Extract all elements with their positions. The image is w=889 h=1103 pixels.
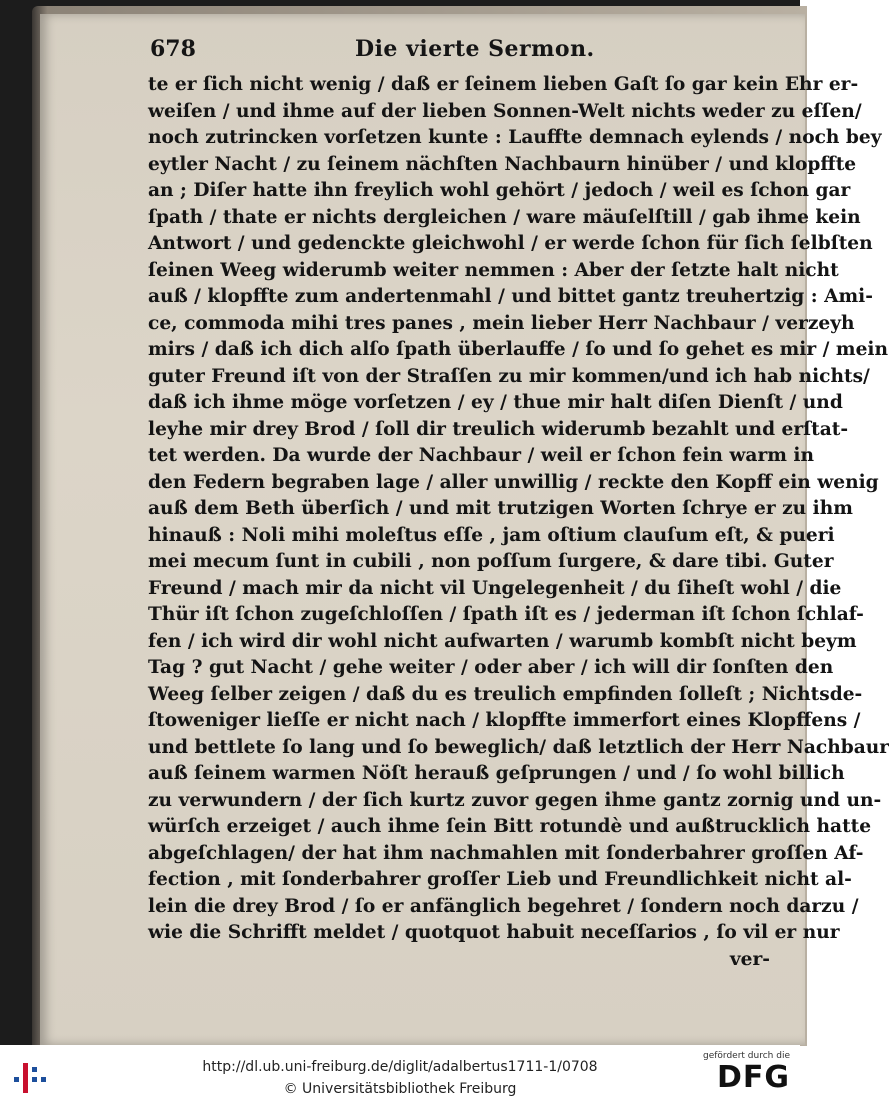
text-line: hinauß : Noli mihi moleſtus eſſe , jam oſtium clauſum eſt, & pueri — [148, 524, 835, 546]
text-line: Weeg ſelber zeigen / daß du es treulich empfinden ſolleſt ; Nichtsde- — [148, 683, 863, 705]
viewer-footer — [0, 1045, 800, 1103]
text-line: Tag ? gut Nacht / gehe weiter / oder aber / ich will dir ſonſten den — [148, 657, 834, 678]
text-line: wie die Schrifft meldet / quotquot habuit neceſſarios , ſo vil er nur — [148, 922, 840, 943]
text-line: ſtoweniger lieſſe er nicht nach / klopffte immerfort eines Klopffens / — [148, 710, 861, 731]
text-line: tet werden. Da wurde der Nachbaur / weil er ſchon fein warm in — [148, 445, 814, 466]
catchword: ver- — [729, 948, 770, 970]
text-line: guter Freund iſt von der Straſſen zu mir kommen/und ich hab nichts/ — [148, 365, 870, 387]
page-header — [150, 36, 770, 66]
running-head: Die vierte Sermon. — [355, 36, 595, 62]
text-line: an ; Diſer hatte ihn freylich wohl gehört / jedoch / weil es ſchon gar — [148, 180, 851, 201]
text-line: noch zutrincken vorſetzen kunte : Lauffte demnach eylends / noch bey — [148, 127, 882, 148]
text-line: fen / ich wird dir wohl nicht aufwarten / warumb kombſt nicht beym — [148, 630, 857, 652]
text-line: den Federn begraben lage / aller unwillig / reckte den Kopff ein wenig — [148, 471, 879, 493]
text-line: mei mecum ſunt in cubili , non poſſum ſurgere, & dare tibi. Guter — [148, 551, 834, 572]
text-line: weiſen / und ihme auf der lieben Sonnen-Welt nichts weder zu eſſen/ — [148, 100, 862, 122]
text-line: leyhe mir drey Brod / ſoll dir treulich widerumb bezahlt und erſtat- — [148, 418, 849, 440]
copyright-notice: © Universitätsbibliothek Freiburg — [283, 1081, 517, 1097]
page-number: 678 — [150, 36, 196, 62]
text-line: lein die drey Brod / ſo er anfänglich begehret / ſondern noch darzu / — [148, 895, 859, 917]
text-line: te er ſich nicht wenig / daß er ſeinem lieben Gaſt ſo gar kein Ehr er- — [148, 74, 859, 95]
text-line: abgeſchlagen/ der hat ihm nachmahlen mit ſonderbahrer groſſen Af- — [148, 842, 864, 864]
dfg-funding-badge — [698, 1051, 790, 1101]
text-line: auß / klopffte zum andertenmahl / und bittet gantz treuhertzig : Ami- — [148, 286, 873, 307]
text-line: Thür iſt ſchon zugeſchloſſen / ſpath iſt es / jederman iſt ſchon ſchlaf- — [148, 604, 864, 625]
body-text — [148, 72, 889, 973]
text-line: zu verwundern / der ſich kurtz zuvor gegen ihme gantz zornig und un- — [148, 789, 882, 811]
text-line: Freund / mach mir da nicht vil Ungelegenheit / du ſiheſt wohl / die — [148, 577, 842, 599]
text-line: und bettlete ſo lang und ſo beweglich/ daß letztlich der Herr Nachbaur — [148, 736, 889, 758]
text-line: ſpath / thate er nichts dergleichen / ware mäuſelſtill / gab ihme kein — [148, 206, 861, 228]
text-line: Antwort / und gedenckte gleichwohl / er werde ſchon für ſich ſelbſten — [148, 233, 873, 254]
text-line: mirs / daß ich dich alſo ſpath überlauffe / ſo und ſo gehet es mir / mein — [148, 339, 888, 360]
permalink-url[interactable]: http://dl.ub.uni-freiburg.de/diglit/adalbertus1711-1/0708 — [202, 1059, 598, 1075]
text-line: ſeinen Weeg widerumb weiter nemmen : Aber der ſetzte halt nicht — [148, 259, 839, 281]
text-line: ce, commoda mihi tres panes , mein lieber Herr Nachbaur / verzeyh — [148, 312, 855, 334]
dfg-logo: DFG — [716, 1060, 790, 1095]
text-line: auß dem Beth überſich / und mit trutzigen Worten ſchrye er zu ihm — [148, 498, 853, 519]
text-line: daß ich ihme möge vorſetzen / ey / thue mir halt diſen Dienſt / und — [148, 392, 843, 413]
text-line: fection , mit ſonderbahrer groſſer Lieb und Freundlichkeit nicht al- — [148, 869, 852, 890]
text-line: auß ſeinem warmen Nöſt herauß geſprungen / und / ſo wohl billich — [148, 763, 845, 784]
text-line: würſch erzeiget / auch ihme ſein Bitt rotundè und außtrucklich hatte — [148, 816, 872, 837]
text-line: eytler Nacht / zu ſeinem nächſten Nachbaurn hinüber / und klopffte — [148, 153, 857, 175]
funding-caption: gefördert durch die — [703, 1051, 790, 1061]
